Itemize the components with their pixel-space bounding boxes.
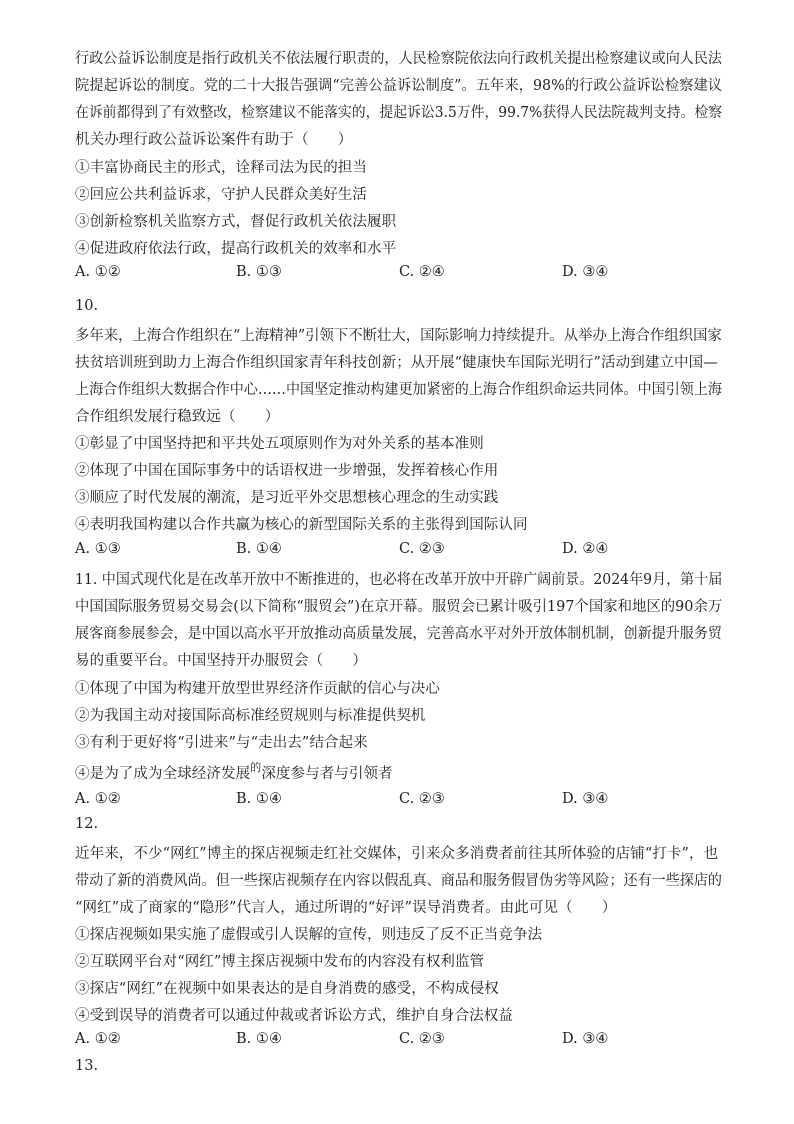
q9-stem-line-4: 机关办理行政公益诉讼案件有助于（ ）: [75, 132, 353, 148]
q9-options: [75, 264, 715, 284]
q11-option-c[interactable]: C. ②③: [399, 791, 445, 807]
q11-stem-line-2: 中国国际服务贸易交易会(以下简称“服贸会”)在京开幕。服贸会已累计吸引197个国家和地区的90余万: [75, 599, 723, 615]
q12-option-c[interactable]: C. ②③: [399, 1031, 445, 1047]
q9-statement-1: ①丰富协商民主的形式，诠释司法为民的担当: [75, 160, 367, 176]
q10-stem-line-2: 扶贫培训班到助力上海合作组织国家青年科技创新；从开展“健康快车国际光明行”活动到建立中国—: [75, 355, 718, 371]
q9-stem-line-1: 行政公益诉讼制度是指行政机关不依法履行职责的，人民检察院依法向行政机关提出检察建议或向人民法: [75, 51, 722, 67]
q10-statement-2: ②体现了中国在国际事务中的话语权进一步增强，发挥着核心作用: [75, 463, 499, 479]
q10-stem-line-4: 合作组织发展行稳致远（ ）: [75, 409, 280, 425]
q10-option-c[interactable]: C. ②③: [399, 541, 445, 557]
q10-option-b[interactable]: B. ①④: [236, 541, 282, 557]
q9-statement-3: ③创新检察机关监察方式，督促行政机关依法履职: [75, 214, 397, 230]
q12-statement-3: ③探店“网红”在视频中如果表达的是自身消费的感受，不构成侵权: [75, 981, 499, 997]
q11-statement-4-superscript: 的: [250, 761, 262, 774]
q10-number: 10.: [75, 298, 99, 314]
q12-option-d[interactable]: D. ③④: [562, 1031, 609, 1047]
q9-option-a[interactable]: A. ①②: [75, 264, 121, 280]
q12-options: [75, 1031, 715, 1051]
q12-stem-line-2: 带动了新的消费风尚。但一些探店视频存在内容以假乱真、商品和服务假冒伪劣等风险；还有一些探店的: [75, 873, 722, 889]
q11-statement-4-part-2: 深度参与者与引领者: [261, 766, 393, 782]
q12-number: 12.: [75, 816, 99, 832]
q9-statement-2: ②回应公共利益诉求，守护人民群众美好生活: [75, 187, 367, 203]
q12-statement-4: ④受到误导的消费者可以通过仲裁或者诉讼方式，维护自身合法权益: [75, 1008, 513, 1024]
q11-option-b[interactable]: B. ①④: [236, 791, 282, 807]
q12-statement-1: ①探店视频如果实施了虚假或引人误解的宣传，则违反了反不正当竞争法: [75, 927, 543, 943]
q9-stem-line-3: 在诉前都得到了有效整改，检察建议不能落实的，提起诉讼3.5万件，99.7%获得人民法院裁判支持。检察: [75, 105, 723, 121]
q12-statement-2: ②互联网平台对“网红”博主探店视频中发布的内容没有权利监管: [75, 954, 485, 970]
q10-statement-3: ③顺应了时代发展的潮流，是习近平外交思想核心理念的生动实践: [75, 490, 499, 506]
q10-stem-line-1: 多年来，上海合作组织在“上海精神”引领下不断壮大，国际影响力持续提升。从举办上海合作组织国家: [75, 328, 722, 344]
q11-statement-1: ①体现了中国为构建开放型世界经济作贡献的信心与决心: [75, 681, 440, 697]
q11-options: [75, 791, 715, 811]
q13-number: 13.: [75, 1058, 99, 1074]
q9-option-c[interactable]: C. ②④: [399, 264, 445, 280]
q11-stem-line-1: 11. 中国式现代化是在改革开放中不断推进的，也必将在改革开放中开辟广阔前景。2024年9月，第十届: [75, 572, 723, 588]
q9-option-d[interactable]: D. ③④: [562, 264, 609, 280]
q11-stem-line-4: 易的重要平台。中国坚持开办服贸会（ ）: [75, 653, 367, 669]
q12-option-b[interactable]: B. ①④: [236, 1031, 282, 1047]
q10-statement-4: ④表明我国构建以合作共赢为核心的新型国际关系的主张得到国际认同: [75, 517, 528, 533]
q10-options: [75, 541, 715, 561]
q11-statement-4-part-1: ④是为了成为全球经济发展: [75, 766, 251, 782]
q11-statement-2: ②为我国主动对接国际高标准经贸规则与标准提供契机: [75, 708, 426, 724]
q12-stem-line-1: 近年来，不少“网红”博主的探店视频走红社交媒体，引来众多消费者前往其所体验的店铺“打卡”，也: [75, 846, 719, 862]
q12-stem-line-3: “网红”成了商家的“隐形”代言人，通过所谓的“好评”误导消费者。由此可见（ ）: [75, 900, 617, 916]
q11-statement-3: ③有利于更好将“引进来”与“走出去”结合起来: [75, 735, 368, 751]
q9-stem-line-2: 院提起诉讼的制度。党的二十大报告强调“完善公益诉讼制度”。五年来，98%的行政公益诉讼检察建议: [75, 78, 723, 94]
q10-stem-line-3: 上海合作组织大数据合作中心……中国坚定推动构建更加紧密的上海合作组织命运共同体。中国引领上海: [75, 382, 722, 398]
q11-statement-4: [75, 762, 393, 783]
q10-statement-1: ①彰显了中国坚持把和平共处五项原则作为对外关系的基本准则: [75, 436, 484, 452]
q11-option-d[interactable]: D. ③④: [562, 791, 609, 807]
q10-option-d[interactable]: D. ②④: [562, 541, 609, 557]
q9-statement-4: ④促进政府依法行政，提高行政机关的效率和水平: [75, 241, 397, 257]
q10-option-a[interactable]: A. ①③: [75, 541, 121, 557]
q11-option-a[interactable]: A. ①②: [75, 791, 121, 807]
q12-option-a[interactable]: A. ①②: [75, 1031, 121, 1047]
q11-stem-line-3: 展客商参展参会，是中国以高水平开放推动高质量发展，完善高水平对外开放体制机制，创新提升服务贸: [75, 626, 722, 642]
q9-option-b[interactable]: B. ①③: [236, 264, 282, 280]
